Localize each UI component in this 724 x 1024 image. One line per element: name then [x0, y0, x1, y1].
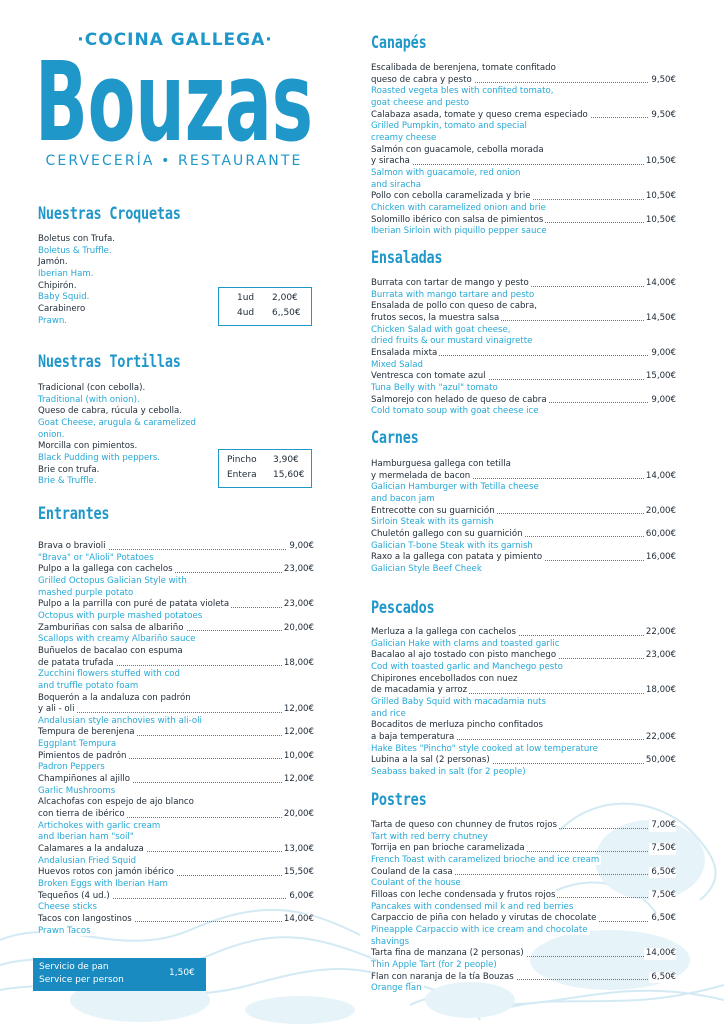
menu-item	[38, 891, 314, 903]
menu-item-text: Cheese sticks	[38, 902, 97, 913]
menu-item-text: Galician Hake with clams and toasted garlic	[371, 638, 560, 649]
menu-item-translation	[371, 482, 676, 494]
bread-service-price: 1,50€	[169, 968, 195, 978]
menu-item-text: Brava o bravioli	[38, 541, 106, 551]
menu-item-text: Bocaditos de merluza pincho confitados	[371, 720, 543, 731]
menu-item-price: 18,00€	[645, 685, 676, 696]
menu-item-price: 10,00€	[283, 750, 314, 761]
menu-item-translation	[371, 902, 676, 914]
menu-item	[371, 867, 676, 879]
menu-item-text: Boquerón a la andaluza con padrón	[38, 692, 191, 703]
menu-item-text: Merluza a la gallega con cachelos	[371, 627, 516, 637]
menu-item-text: Entrecotte con su guarnición	[371, 505, 495, 516]
menu-item-translation	[371, 494, 676, 506]
menu-item	[371, 843, 676, 855]
menu-item-translation	[371, 983, 676, 995]
menu-item-text: mashed purple potato	[38, 587, 134, 598]
menu-item	[371, 215, 676, 227]
menu-item-text: Chuletón gallego con su guarnición	[371, 528, 523, 539]
menu-item-translation	[38, 395, 314, 407]
menu-item	[371, 348, 676, 360]
menu-item-text: Cold tomato soup with goat cheese ice	[371, 406, 539, 417]
header-subtitle-bottom: CERVECERÍA • RESTAURANTE	[45, 153, 303, 169]
section-title-pescados: Pescados	[371, 598, 435, 618]
menu-item-text: Broken Eggs with Iberian Ham	[38, 878, 168, 889]
menu-item-text: Flan con naranja de la tía Bouzas	[371, 971, 514, 982]
menu-item-text: Eggplant Tempura	[38, 739, 117, 749]
bread-service-bar	[33, 958, 206, 991]
menu-item-translation	[38, 418, 314, 430]
menu-item-price: 14,00€	[645, 278, 676, 288]
menu-item-text: Carpaccio de piña con helado y virutas de chocolate	[371, 913, 597, 924]
menu-item-text: Orange flan	[371, 983, 422, 994]
menu-item-text: Tequeños (4 ud.)	[38, 890, 110, 901]
menu-item-translation	[371, 133, 676, 145]
section-title-carnes: Carnes	[371, 428, 419, 448]
menu-item-text: Tarta de queso con chunney de frutos rojos	[371, 820, 557, 830]
menu-item-text: Pulpo a la parrilla con puré de patata violeta	[38, 599, 230, 610]
menu-item-text: Pancakes with condensed mil k and red berries	[371, 901, 574, 912]
menu-item-text: Ensalada mixta	[371, 347, 438, 358]
menu-item-price: 9,50€	[651, 109, 676, 120]
menu-item-text: Huevos rotos con jamón ibérico	[38, 867, 174, 878]
menu-item-text: goat cheese and pesto	[371, 98, 470, 108]
menu-item-price: 6,00€	[289, 890, 314, 901]
menu-item	[371, 371, 676, 383]
menu-item-text: Salmon with guacamole, red onion	[371, 167, 521, 178]
menu-item	[371, 278, 676, 290]
menu-item-text: Scallops with creamy Albariño sauce	[38, 634, 196, 645]
menu-item-text: Buñuelos de bacalao con espuma	[38, 645, 183, 656]
menu-item-text: Pimientos de padrón	[38, 750, 127, 761]
menu-item-text: "Brava" or "Alioli" Potatoes	[38, 552, 154, 563]
menu-item-text: Carabinero	[38, 303, 86, 314]
menu-item-text: Tempura de berenjena	[38, 727, 135, 738]
menu-item-text: onion.	[38, 429, 65, 440]
menu-item-text: Andalusian Fried Squid	[38, 855, 137, 866]
menu-item	[371, 313, 676, 325]
menu-item-text: Boletus & Truffle.	[38, 245, 112, 256]
section-title-entrantes: Entrantes	[38, 504, 110, 524]
menu-item-text: Salmón con guacamole, cebolla morada	[371, 144, 544, 155]
menu-item-price: 12,00€	[283, 727, 314, 738]
menu-item-text: Grilled Baby Squid with macadamia nuts	[371, 696, 547, 707]
menu-item-translation	[38, 786, 314, 798]
menu-item-text: Thin Apple Tart (for 2 people)	[371, 959, 497, 970]
menu-item	[371, 627, 676, 639]
menu-item-text: Chicken Salad with goat cheese,	[371, 324, 511, 335]
menu-item-text: Pineapple Carpaccio with ice cream and chocolate	[371, 924, 588, 935]
menu-item-translation	[371, 878, 676, 890]
menu-item	[371, 820, 676, 832]
menu-item-text: Prawn.	[38, 315, 68, 326]
menu-item-text: Pulpo a la gallega con cachelos	[38, 564, 173, 575]
menu-item	[371, 471, 676, 483]
menu-item-price: 7,50€	[651, 843, 676, 854]
menu-item-translation	[38, 879, 314, 891]
menu-item-translation	[371, 203, 676, 215]
menu-item-text: de macadamia y arroz	[371, 685, 468, 696]
menu-item	[371, 156, 676, 168]
menu-item-text: Champiñones al ajillo	[38, 774, 131, 784]
menu-item-text: Morcilla con pimientos.	[38, 441, 138, 452]
menu-item	[371, 63, 676, 75]
menu-item-translation	[38, 832, 314, 844]
menu-item-text: creamy cheese	[371, 132, 437, 143]
menu-item-text: Brie con trufa.	[38, 464, 100, 475]
menu-item-price: 15,00€	[645, 371, 676, 382]
menu-item-price: 50,00€	[645, 755, 676, 766]
menu-item-price: 23,00€	[283, 599, 314, 610]
menu-item-text: Jamón.	[38, 257, 68, 268]
menu-item	[371, 459, 676, 471]
menu-item-text: Calamares a la andaluza	[38, 843, 144, 854]
menu-item-translation	[371, 180, 676, 192]
menu-item-text: Garlic Mushrooms	[38, 785, 116, 796]
menu-item-translation	[38, 553, 314, 565]
menu-item-text: Salmorejo con helado de queso de cabra	[371, 394, 547, 405]
menu-item-text: French Toast with caramelized brioche and ice cream	[371, 855, 600, 865]
menu-item-price: 23,00€	[283, 564, 314, 575]
menu-item-translation	[38, 739, 314, 751]
menu-item-text: Chipirón.	[38, 280, 77, 291]
menu-item-text: Seabass baked in salt (for 2 people)	[371, 766, 526, 777]
menu-item	[38, 658, 314, 670]
tortillas-price-box	[218, 449, 312, 488]
menu-item-text: Traditional (with onion).	[38, 394, 140, 405]
menu-item-text: Hake Bites "Pincho" style cooked at low temperature	[371, 743, 598, 754]
menu-item-text: dried fruits & our mustard vinaigrette	[371, 336, 533, 347]
section-title-tortillas: Nuestras Tortillas	[38, 352, 181, 372]
menu-item-text: and rice	[371, 708, 406, 719]
menu-item-text: Black Pudding with peppers.	[38, 452, 161, 463]
menu-item-text: Prawn Tacos	[38, 925, 91, 936]
price-label-pincho: Pincho	[227, 455, 257, 465]
menu-item-text: and bacon jam	[371, 493, 435, 504]
menu-item-text: Calabaza asada, tomate y queso crema especiado	[371, 109, 588, 120]
menu-item-text: Hamburguesa gallega con tetilla	[371, 459, 511, 469]
menu-item-text: Galician T-bone Steak with its garnish	[371, 540, 533, 551]
menu-item-price: 23,00€	[645, 650, 676, 661]
menu-item-price: 6,50€	[651, 971, 676, 982]
menu-item-price: 7,00€	[651, 820, 676, 830]
menu-item	[371, 552, 676, 564]
menu-item	[371, 674, 676, 686]
menu-item-text: Artichokes with garlic cream	[38, 820, 161, 831]
menu-item-text: Queso de cabra, rúcula y cebolla.	[38, 406, 182, 417]
menu-item-text: Burrata with mango tartare and pesto	[371, 289, 535, 300]
menu-item	[371, 506, 676, 518]
menu-item-translation	[38, 716, 314, 728]
menu-item-text: and truffle potato foam	[38, 680, 139, 691]
menu-item-text: Tart with red berry chutney	[371, 831, 488, 842]
menu-item	[38, 774, 314, 786]
menu-item-translation	[371, 662, 676, 674]
menu-item-text: de patata trufada	[38, 657, 114, 668]
menu-item-text: Andalusian style anchovies with ali-oli	[38, 715, 202, 726]
menu-item-text: Sirloin Steak with its garnish	[371, 517, 494, 528]
menu-item-translation	[38, 926, 314, 938]
price-value-entera: 15,60€	[273, 470, 305, 480]
menu-item	[38, 406, 314, 418]
menu-item-price: 12,00€	[283, 774, 314, 784]
price-value-4ud: 6,,50€	[272, 308, 301, 318]
menu-item-price: 14,00€	[645, 470, 676, 481]
menu-item-translation	[371, 639, 676, 651]
menu-item-translation	[38, 902, 314, 914]
bread-service-label-es: Servicio de pan	[39, 962, 109, 972]
menu-item-translation	[371, 290, 676, 302]
price-value-pincho: 3,90€	[273, 455, 299, 465]
menu-item	[371, 191, 676, 203]
menu-item	[38, 541, 314, 553]
menu-item-price: 14,00€	[645, 948, 676, 959]
menu-item	[38, 844, 314, 856]
menu-item-text: queso de cabra y pesto	[371, 74, 472, 85]
menu-item	[371, 685, 676, 697]
menu-item	[371, 145, 676, 157]
restaurant-name-logo	[32, 18, 316, 153]
menu-item-text: Couland de la casa	[371, 866, 453, 877]
menu-item-text: con tierra de ibérico	[38, 809, 125, 819]
menu-item	[38, 599, 314, 611]
menu-item	[38, 693, 314, 705]
menu-item-translation	[371, 168, 676, 180]
menu-item-text: Chicken with caramelized onion and brie	[371, 202, 546, 213]
menu-item-translation	[371, 360, 676, 372]
menu-item-translation	[371, 564, 676, 576]
menu-item-text: Boletus con Trufa.	[38, 234, 116, 244]
menu-item	[38, 646, 314, 658]
menu-item-price: 18,00€	[283, 657, 314, 668]
menu-item	[38, 867, 314, 879]
menu-item-price: 12,00€	[283, 704, 314, 715]
menu-item-text: Mixed Salad	[371, 359, 423, 370]
menu-item-price: 10,50€	[645, 191, 676, 202]
menu-item-translation	[38, 611, 314, 623]
menu-item	[38, 751, 314, 763]
menu-item	[371, 972, 676, 984]
restaurant-name: Bouzas	[35, 38, 313, 153]
menu-item-text: Zamburiñas con salsa de albariño	[38, 622, 184, 633]
menu-item-translation	[38, 762, 314, 774]
section-title-postres: Postres	[371, 790, 427, 810]
menu-item	[371, 732, 676, 744]
menu-item-translation	[371, 709, 676, 721]
menu-item-translation	[371, 855, 676, 867]
menu-item-text: and Iberian ham "soil"	[38, 832, 134, 843]
menu-item-text: Solomillo ibérico con salsa de pimientos	[371, 214, 544, 225]
menu-item-translation	[371, 325, 676, 337]
menu-item	[371, 720, 676, 732]
menu-item	[38, 383, 314, 395]
menu-item-text: Escalibada de berenjena, tomate confitado	[371, 63, 556, 73]
section-title-ensaladas: Ensaladas	[371, 248, 443, 268]
menu-item-translation	[38, 430, 314, 442]
menu-item-price: 15,50€	[283, 867, 314, 878]
menu-item-text: Iberian Sirloin with piquillo pepper sauce	[371, 226, 547, 237]
section-title-canapes: Canapés	[371, 33, 427, 53]
menu-item-text: Grilled Pumpkin, tomato and special	[371, 121, 527, 132]
menu-item-text: Tacos con langostinos	[38, 913, 132, 924]
menu-item-text: Cod with toasted garlic and Manchego pesto	[371, 662, 563, 672]
price-label-1ud: 1ud	[237, 293, 255, 303]
menu-item-text: Chipirones encebollados con nuez	[371, 673, 518, 684]
menu-item-translation	[38, 576, 314, 588]
menu-item-price: 60,00€	[645, 528, 676, 539]
header-subtitle-top: ·COCINA GALLEGA·	[77, 30, 273, 50]
menu-item-text: y siracha	[371, 156, 410, 167]
menu-item	[38, 234, 314, 246]
menu-item	[371, 395, 676, 407]
menu-item-price: 14,50€	[645, 312, 676, 323]
menu-item-translation	[371, 832, 676, 844]
menu-item-translation	[371, 517, 676, 529]
menu-item-text: Galician Style Beef Cheek	[371, 563, 482, 574]
menu-item	[371, 529, 676, 541]
menu-item-translation	[38, 821, 314, 833]
menu-item	[371, 650, 676, 662]
menu-item	[38, 623, 314, 635]
menu-item	[38, 257, 314, 269]
menu-item-translation	[38, 634, 314, 646]
menu-item	[371, 948, 676, 960]
menu-item-text: Tradicional (con cebolla).	[38, 383, 146, 393]
menu-item-text: Padron Peppers	[38, 762, 105, 773]
menu-item-text: Octopus with purple mashed potatoes	[38, 610, 203, 621]
menu-item-price: 13,00€	[283, 843, 314, 854]
menu-item-text: Brie & Truffle.	[38, 476, 97, 487]
menu-item-translation	[371, 336, 676, 348]
menu-item	[371, 890, 676, 902]
menu-item-translation	[371, 541, 676, 553]
menu-item-price: 22,00€	[645, 731, 676, 742]
menu-item-text: Grilled Octopus Galician Style with	[38, 576, 187, 586]
menu-item-price: 20,00€	[645, 505, 676, 516]
menu-item-text: Ventresca con tomate azul	[371, 371, 486, 382]
menu-item-text: a baja temperatura	[371, 731, 455, 742]
menu-item-price: 16,00€	[645, 552, 676, 563]
menu-item-price: 9,00€	[651, 347, 676, 358]
price-label-4ud: 4ud	[237, 308, 255, 318]
croquetas-price-box	[218, 287, 312, 326]
menu-item-price: 9,50€	[651, 74, 676, 85]
menu-item-translation	[371, 960, 676, 972]
menu-item-text: shavings	[371, 936, 410, 947]
menu-item-text: Bacalao al ajo tostado con pisto manchego	[371, 650, 557, 661]
menu-item-translation	[38, 669, 314, 681]
menu-item-text: Roasted vegeta bles with confited tomato,	[371, 86, 554, 97]
menu-item-price: 14,00€	[283, 913, 314, 924]
menu-item-text: Coulant of the house	[371, 878, 461, 889]
section-title-croquetas: Nuestras Croquetas	[38, 204, 181, 224]
menu-item	[38, 564, 314, 576]
menu-item-translation	[371, 98, 676, 110]
menu-item-translation	[371, 86, 676, 98]
menu-item	[38, 914, 314, 926]
menu-item-translation	[371, 744, 676, 756]
menu-item	[371, 913, 676, 925]
menu-item-text: Raxo a la gallega con patata y pimiento	[371, 552, 543, 563]
price-label-entera: Entera	[227, 470, 257, 480]
menu-item-text: Tuna Belly with "azul" tomato	[371, 382, 498, 393]
menu-item-translation	[38, 269, 314, 281]
bread-service-label-en: Service per person	[39, 975, 124, 985]
menu-item	[38, 797, 314, 809]
menu-item-translation	[38, 588, 314, 600]
menu-item	[371, 301, 676, 313]
menu-item-text: and siracha	[371, 179, 422, 190]
menu-item-translation	[371, 937, 676, 949]
menu-item-text: Iberian Ham.	[38, 268, 94, 279]
menu-item-text: frutos secos, la muestra salsa	[371, 312, 500, 323]
menu-item	[38, 727, 314, 739]
menu-item-text: y mermelada de bacon	[371, 470, 471, 481]
menu-item-translation	[371, 226, 676, 238]
menu-item-text: Burrata con tartar de mango y pesto	[371, 278, 529, 288]
menu-item	[371, 755, 676, 767]
menu-item	[38, 704, 314, 716]
menu-item-text: Baby Squid.	[38, 292, 90, 303]
menu-item-text: Goat Cheese, arugula & caramelized	[38, 417, 196, 428]
menu-item	[38, 809, 314, 821]
menu-item-price: 22,00€	[645, 627, 676, 637]
menu-item	[371, 110, 676, 122]
menu-item-price: 9,00€	[651, 394, 676, 405]
menu-item-translation	[371, 406, 676, 418]
menu-item-translation	[38, 246, 314, 258]
menu-item-price: 7,50€	[651, 889, 676, 900]
price-value-1ud: 2,00€	[272, 293, 298, 303]
menu-item-text: Galician Hamburger with Tetilla cheese	[371, 482, 539, 493]
menu-item-price: 9,00€	[289, 541, 314, 551]
menu-item-text: Alcachofas con espejo de ajo blanco	[38, 797, 194, 808]
menu-item-text: Ensalada de pollo con queso de cabra,	[371, 301, 537, 312]
menu-item-price: 20,00€	[283, 622, 314, 633]
menu-item-price: 20,00€	[283, 809, 314, 819]
menu-item	[371, 75, 676, 87]
menu-item-translation	[38, 856, 314, 868]
menu-item-text: Lubina a la sal (2 personas)	[371, 755, 490, 766]
menu-item-translation	[371, 925, 676, 937]
menu-item-price: 6,50€	[651, 913, 676, 924]
menu-item-translation	[38, 681, 314, 693]
menu-item-translation	[371, 697, 676, 709]
menu-item-price: 10,50€	[645, 156, 676, 167]
menu-item-text: Pollo con cebolla caramelizada y brie	[371, 191, 531, 202]
menu-item-price: 6,50€	[651, 866, 676, 877]
menu-item-text: Torrija en pan brioche caramelizada	[371, 843, 525, 854]
menu-item-text: Tarta fina de manzana (2 personas)	[371, 948, 524, 959]
menu-item-translation	[371, 121, 676, 133]
menu-item-translation	[371, 383, 676, 395]
menu-item-text: y ali - oli	[38, 704, 75, 715]
menu-item-translation	[371, 767, 676, 779]
menu-item-price: 10,50€	[645, 214, 676, 225]
menu-item-text: Filloas con leche condensada y frutos rojos	[371, 889, 556, 900]
menu-item-text: Zucchini flowers stuffed with cod	[38, 669, 181, 680]
